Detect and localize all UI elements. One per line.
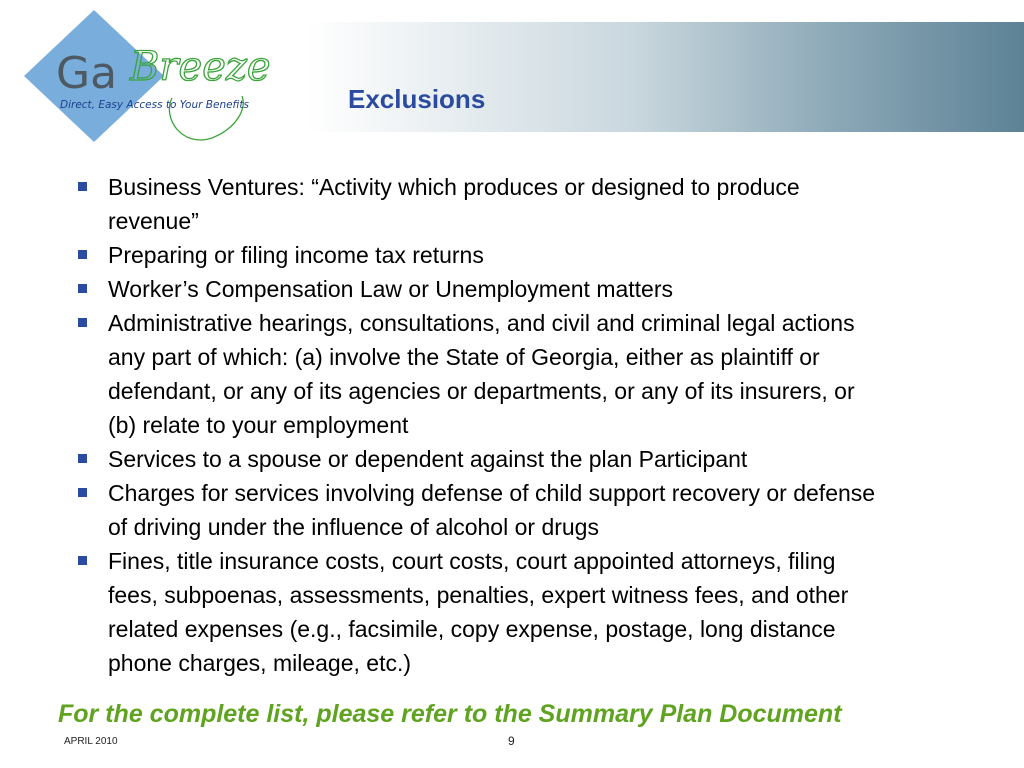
bullet-line: Fines, title insurance costs, court costs, court appointed attorneys, filing: [108, 548, 836, 574]
bullet-item: [72, 476, 1024, 544]
bullet-line: (b) relate to your employment: [108, 412, 409, 438]
bullet-line: related expenses (e.g., facsimile, copy expense, postage, long distance: [108, 616, 836, 642]
bullet-square-icon: [78, 488, 87, 497]
bullet-square-icon: [78, 454, 87, 463]
bullet-line: Administrative hearings, consultations, and civil and criminal legal actions: [108, 310, 855, 336]
bullet-line: Worker’s Compensation Law or Unemployment matters: [108, 276, 674, 302]
bullet-line: revenue”: [108, 208, 199, 234]
logo-tagline: Direct, Easy Access to Your Benefits: [60, 99, 249, 111]
bullet-square-icon: [78, 250, 87, 259]
bullet-item: [72, 306, 1024, 442]
bullet-square-icon: [78, 556, 87, 565]
logo-wordmark-breeze: Breeze: [130, 44, 271, 90]
bullet-item: [72, 544, 1024, 680]
gabreeze-logo: [22, 8, 322, 153]
bullet-square-icon: [78, 182, 87, 191]
bullet-item: [72, 442, 1024, 476]
bullet-line: Preparing or filing income tax returns: [108, 242, 484, 268]
bullet-line: Services to a spouse or dependent against the plan Participant: [108, 446, 748, 472]
bullet-square-icon: [78, 284, 87, 293]
page-number: 9: [508, 734, 515, 748]
bullet-line: any part of which: (a) involve the State of Georgia, either as plaintiff or: [108, 344, 820, 370]
logo-wordmark-ga: Ga: [56, 48, 118, 99]
bullet-line: Charges for services involving defense of child support recovery or defense: [108, 480, 876, 506]
footer-note: For the complete list, please refer to the Summary Plan Document: [58, 700, 842, 728]
bullet-square-icon: [78, 318, 87, 327]
exclusions-list: [72, 170, 1024, 680]
slide-title: Exclusions: [348, 84, 486, 114]
bullet-line: Business Ventures: “Activity which produces or designed to produce: [108, 174, 800, 200]
bullet-line: defendant, or any of its agencies or departments, or any of its insurers, or: [108, 378, 855, 404]
bullet-line: of driving under the influence of alcohol or drugs: [108, 514, 599, 540]
bullet-line: phone charges, mileage, etc.): [108, 650, 412, 676]
bullet-item: [72, 272, 1024, 306]
bullet-item: [72, 170, 1024, 238]
footer-date: APRIL 2010: [64, 736, 118, 747]
bullet-item: [72, 238, 1024, 272]
bullet-line: fees, subpoenas, assessments, penalties, expert witness fees, and other: [108, 582, 849, 608]
